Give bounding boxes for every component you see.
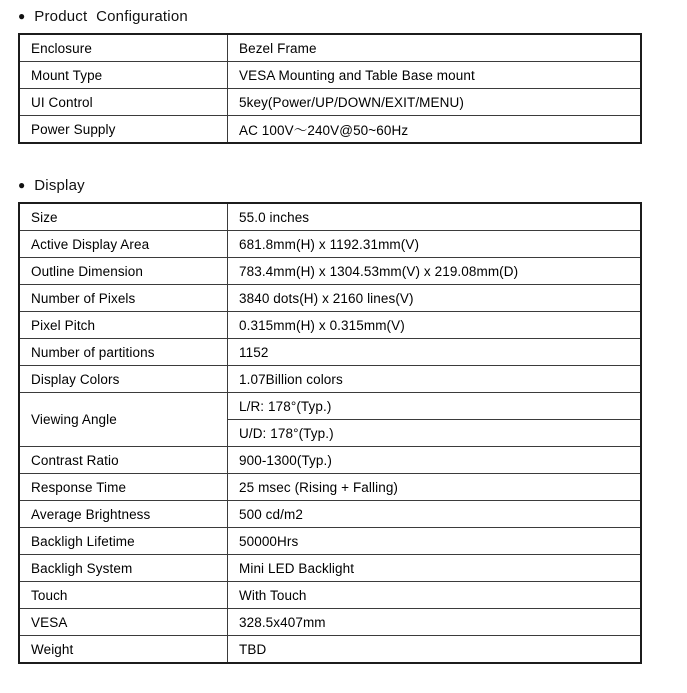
spec-value: 3840 dots(H) x 2160 lines(V) bbox=[228, 285, 642, 312]
display-spec-table bbox=[18, 202, 642, 664]
spec-label: Average Brightness bbox=[19, 501, 228, 528]
section-display bbox=[18, 174, 687, 664]
spec-label: Viewing Angle bbox=[19, 393, 228, 447]
spec-value: 1.07Billion colors bbox=[228, 366, 642, 393]
spec-label: Power Supply bbox=[19, 116, 228, 144]
spec-value: 900-1300(Typ.) bbox=[228, 447, 642, 474]
spec-label: Weight bbox=[19, 636, 228, 664]
spec-label: Active Display Area bbox=[19, 231, 228, 258]
table-row bbox=[19, 501, 641, 528]
spec-value: TBD bbox=[228, 636, 642, 664]
bullet-icon: ● bbox=[18, 9, 26, 23]
spec-value: 681.8mm(H) x 1192.31mm(V) bbox=[228, 231, 642, 258]
spec-value: 25 msec (Rising + Falling) bbox=[228, 474, 642, 501]
table-row bbox=[19, 34, 641, 62]
spec-value: 783.4mm(H) x 1304.53mm(V) x 219.08mm(D) bbox=[228, 258, 642, 285]
table-row bbox=[19, 231, 641, 258]
spec-label: Number of partitions bbox=[19, 339, 228, 366]
table-row bbox=[19, 366, 641, 393]
spec-label: Size bbox=[19, 203, 228, 231]
spec-label: Contrast Ratio bbox=[19, 447, 228, 474]
table-row bbox=[19, 89, 641, 116]
spec-value: 500 cd/m2 bbox=[228, 501, 642, 528]
table-row bbox=[19, 609, 641, 636]
table-row bbox=[19, 528, 641, 555]
spec-label: Outline Dimension bbox=[19, 258, 228, 285]
spec-value: 50000Hrs bbox=[228, 528, 642, 555]
section-title bbox=[18, 174, 687, 196]
spec-label: Number of Pixels bbox=[19, 285, 228, 312]
spec-label: Display Colors bbox=[19, 366, 228, 393]
table-row bbox=[19, 447, 641, 474]
section-title-text: Display bbox=[34, 176, 85, 194]
bullet-icon: ● bbox=[18, 178, 26, 192]
table-row bbox=[19, 203, 641, 231]
table-row bbox=[19, 116, 641, 144]
spec-label: Backligh Lifetime bbox=[19, 528, 228, 555]
spec-label: Pixel Pitch bbox=[19, 312, 228, 339]
spec-value: 328.5x407mm bbox=[228, 609, 642, 636]
spec-value: 0.315mm(H) x 0.315mm(V) bbox=[228, 312, 642, 339]
table-row bbox=[19, 285, 641, 312]
spec-label: UI Control bbox=[19, 89, 228, 116]
spec-label: Touch bbox=[19, 582, 228, 609]
table-row bbox=[19, 555, 641, 582]
section-divider-space bbox=[18, 144, 687, 174]
table-row bbox=[19, 312, 641, 339]
table-row bbox=[19, 62, 641, 89]
spec-value: AC 100V～240V@50~60Hz bbox=[228, 116, 642, 144]
spec-label: Enclosure bbox=[19, 34, 228, 62]
table-row bbox=[19, 393, 641, 420]
section-title bbox=[18, 5, 687, 27]
spec-label: Backligh System bbox=[19, 555, 228, 582]
table-row bbox=[19, 474, 641, 501]
section-title-text: Product Configuration bbox=[34, 7, 188, 25]
section-product-configuration bbox=[18, 5, 687, 144]
table-row bbox=[19, 636, 641, 664]
spec-value: 5key(Power/UP/DOWN/EXIT/MENU) bbox=[228, 89, 642, 116]
table-row bbox=[19, 582, 641, 609]
spec-value: 55.0 inches bbox=[228, 203, 642, 231]
spec-value: Bezel Frame bbox=[228, 34, 642, 62]
spec-label: Mount Type bbox=[19, 62, 228, 89]
spec-value: VESA Mounting and Table Base mount bbox=[228, 62, 642, 89]
product-configuration-table bbox=[18, 33, 642, 144]
table-row bbox=[19, 258, 641, 285]
spec-value: With Touch bbox=[228, 582, 642, 609]
spec-value: 1152 bbox=[228, 339, 642, 366]
spec-label: VESA bbox=[19, 609, 228, 636]
spec-value: U/D: 178°(Typ.) bbox=[228, 420, 642, 447]
spec-label: Response Time bbox=[19, 474, 228, 501]
table-row bbox=[19, 339, 641, 366]
spec-value: Mini LED Backlight bbox=[228, 555, 642, 582]
spec-value: L/R: 178°(Typ.) bbox=[228, 393, 642, 420]
